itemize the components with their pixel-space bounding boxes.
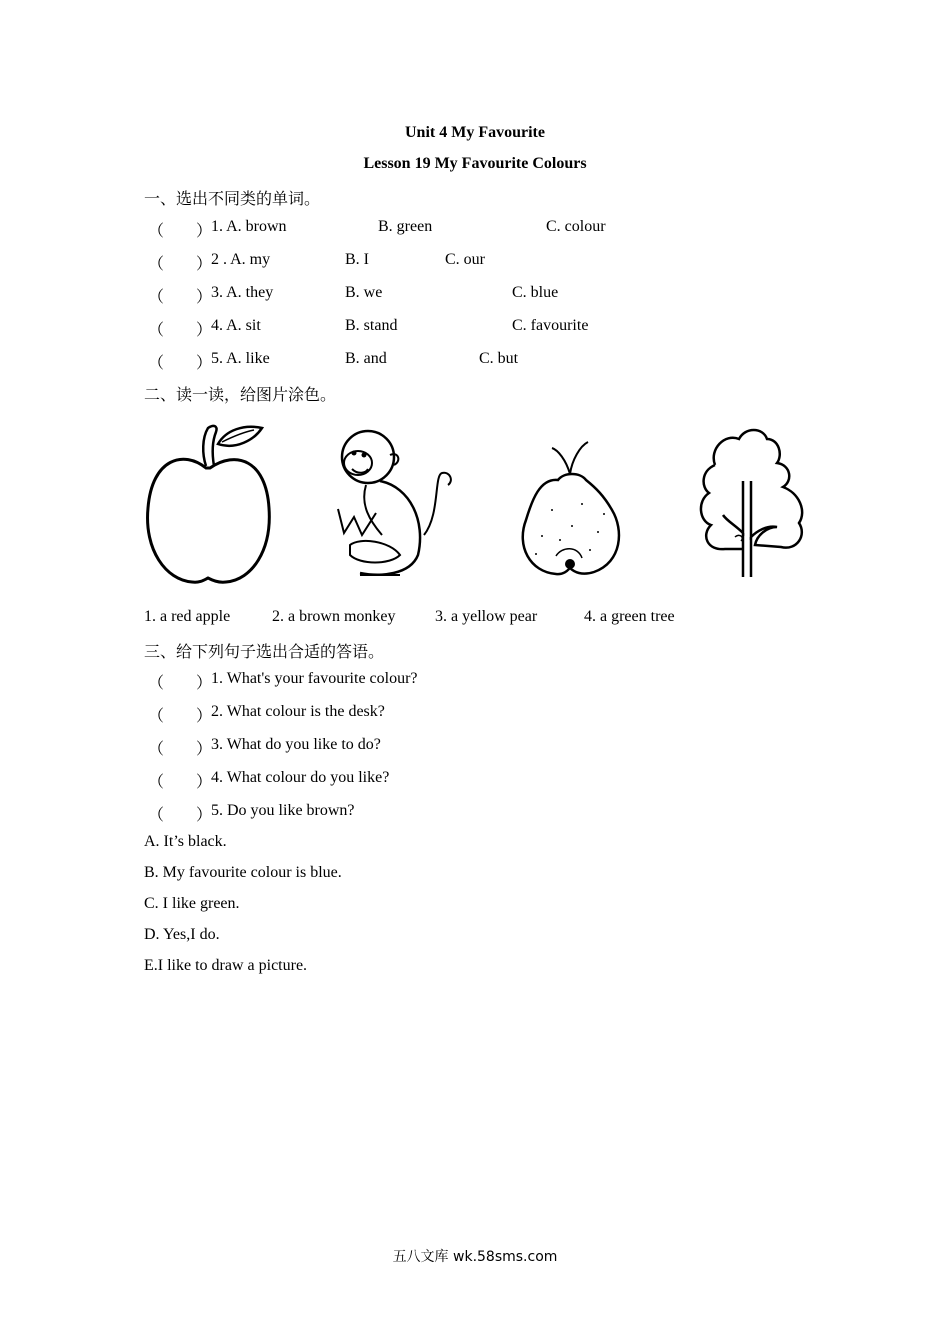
option-a: 2 . A. my bbox=[211, 251, 271, 268]
answer-blank[interactable]: （ ） bbox=[148, 741, 213, 758]
option-a: 3. A. they bbox=[211, 284, 274, 301]
picture-caption: 4. a green tree bbox=[584, 608, 675, 625]
pear-icon[interactable] bbox=[512, 440, 627, 580]
monkey-icon[interactable] bbox=[330, 425, 458, 580]
answer-blank[interactable]: （ ） bbox=[148, 774, 213, 791]
answer-blank[interactable]: （ ） bbox=[148, 708, 213, 725]
tree-icon[interactable] bbox=[695, 425, 810, 580]
answer-option: E.I like to draw a picture. bbox=[144, 957, 308, 974]
section1-heading: 一、选出不同类的单词。 bbox=[144, 191, 321, 208]
option-b: B. we bbox=[345, 284, 383, 301]
picture-caption: 1. a red apple bbox=[144, 608, 231, 625]
picture-caption: 3. a yellow pear bbox=[435, 608, 538, 625]
answer-blank[interactable]: （ ） bbox=[148, 322, 213, 339]
question-text: 2. What colour is the desk? bbox=[211, 703, 385, 720]
answer-option: C. I like green. bbox=[144, 895, 240, 912]
option-c: C. blue bbox=[512, 284, 559, 301]
question-text: 4. What colour do you like? bbox=[211, 769, 390, 786]
answer-blank[interactable]: （ ） bbox=[148, 256, 213, 273]
option-a: 5. A. like bbox=[211, 350, 270, 367]
option-a: 4. A. sit bbox=[211, 317, 261, 334]
apple-icon[interactable] bbox=[144, 420, 274, 588]
answer-option: A. It’s black. bbox=[144, 833, 227, 850]
footer-watermark: 五八文库 wk.58sms.com bbox=[392, 1249, 558, 1265]
question-text: 3. What do you like to do? bbox=[211, 736, 381, 753]
option-b: B. I bbox=[345, 251, 369, 268]
picture-caption: 2. a brown monkey bbox=[272, 608, 396, 625]
option-b: B. green bbox=[378, 218, 433, 235]
answer-blank[interactable]: （ ） bbox=[148, 675, 213, 692]
answer-option: B. My favourite colour is blue. bbox=[144, 864, 342, 881]
section2-heading: 二、读一读，给图片涂色。 bbox=[144, 387, 337, 404]
option-c: C. colour bbox=[546, 218, 606, 235]
option-c: C. favourite bbox=[512, 317, 589, 334]
answer-blank[interactable]: （ ） bbox=[148, 355, 213, 372]
answer-blank[interactable]: （ ） bbox=[148, 289, 213, 306]
question-text: 1. What's your favourite colour? bbox=[211, 670, 418, 687]
question-text: 5. Do you like brown? bbox=[211, 802, 355, 819]
option-a: 1. A. brown bbox=[211, 218, 287, 235]
page-subtitle: Lesson 19 My Favourite Colours bbox=[363, 155, 587, 172]
section3-heading: 三、给下列句子选出合适的答语。 bbox=[144, 644, 385, 661]
answer-blank[interactable]: （ ） bbox=[148, 807, 213, 824]
page-title: Unit 4 My Favourite bbox=[405, 124, 545, 141]
option-c: C. our bbox=[445, 251, 485, 268]
option-b: B. and bbox=[345, 350, 387, 367]
option-b: B. stand bbox=[345, 317, 398, 334]
option-c: C. but bbox=[479, 350, 519, 367]
answer-blank[interactable]: （ ） bbox=[148, 223, 213, 240]
answer-option: D. Yes,I do. bbox=[144, 926, 220, 943]
